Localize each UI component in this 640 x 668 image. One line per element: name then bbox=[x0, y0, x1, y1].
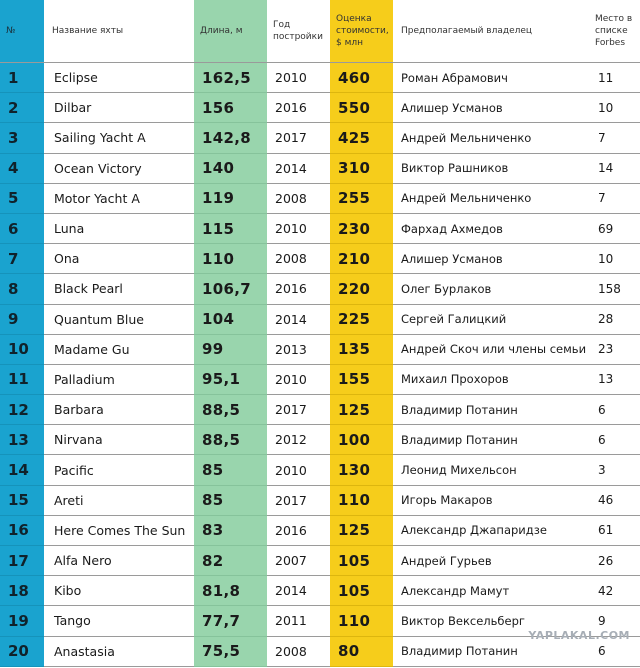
estimated-price: 125 bbox=[330, 515, 393, 545]
table-row bbox=[0, 455, 640, 485]
yacht-name: Pacific bbox=[44, 455, 194, 485]
yacht-length: 85 bbox=[194, 485, 267, 515]
yacht-length: 82 bbox=[194, 546, 267, 576]
header-num: № bbox=[0, 0, 44, 63]
yacht-name: Palladium bbox=[44, 364, 194, 394]
build-year: 2017 bbox=[267, 485, 330, 515]
presumed-owner: Виктор Рашников bbox=[393, 153, 589, 183]
yacht-name: Nirvana bbox=[44, 425, 194, 455]
presumed-owner: Игорь Макаров bbox=[393, 485, 589, 515]
forbes-rank: 11 bbox=[589, 63, 640, 93]
table-row bbox=[0, 364, 640, 394]
presumed-owner: Алишер Усманов bbox=[393, 244, 589, 274]
table-row bbox=[0, 244, 640, 274]
estimated-price: 220 bbox=[330, 274, 393, 304]
table-row bbox=[0, 213, 640, 243]
row-num: 11 bbox=[0, 364, 44, 394]
table-row bbox=[0, 395, 640, 425]
watermark: YAPLAKAL.COM bbox=[528, 629, 630, 642]
yacht-length: 81,8 bbox=[194, 576, 267, 606]
header-owner: Предполагаемый владелец bbox=[393, 0, 589, 63]
yacht-name: Kibo bbox=[44, 576, 194, 606]
yacht-length: 77,7 bbox=[194, 606, 267, 636]
yacht-name: Sailing Yacht A bbox=[44, 123, 194, 153]
estimated-price: 550 bbox=[330, 93, 393, 123]
yacht-name: Luna bbox=[44, 213, 194, 243]
build-year: 2017 bbox=[267, 395, 330, 425]
estimated-price: 105 bbox=[330, 576, 393, 606]
header-year bbox=[267, 0, 330, 63]
estimated-price: 105 bbox=[330, 546, 393, 576]
presumed-owner: Андрей Гурьев bbox=[393, 546, 589, 576]
build-year: 2014 bbox=[267, 576, 330, 606]
yacht-length: 88,5 bbox=[194, 425, 267, 455]
build-year: 2007 bbox=[267, 546, 330, 576]
forbes-rank: 28 bbox=[589, 304, 640, 334]
presumed-owner: Андрей Мельниченко bbox=[393, 123, 589, 153]
yacht-name: Ona bbox=[44, 244, 194, 274]
row-num: 18 bbox=[0, 576, 44, 606]
forbes-rank: 6 bbox=[589, 395, 640, 425]
presumed-owner: Фархад Ахмедов bbox=[393, 213, 589, 243]
presumed-owner: Владимир Потанин bbox=[393, 425, 589, 455]
yacht-length: 88,5 bbox=[194, 395, 267, 425]
yacht-name: Alfa Nero bbox=[44, 546, 194, 576]
yacht-length: 162,5 bbox=[194, 63, 267, 93]
table-row bbox=[0, 63, 640, 93]
yacht-name: Barbara bbox=[44, 395, 194, 425]
estimated-price: 255 bbox=[330, 183, 393, 213]
yacht-name: Dilbar bbox=[44, 93, 194, 123]
table-row bbox=[0, 515, 640, 545]
presumed-owner: Владимир Потанин bbox=[393, 636, 589, 666]
build-year: 2011 bbox=[267, 606, 330, 636]
header-length: Длина, м bbox=[194, 0, 267, 63]
presumed-owner: Олег Бурлаков bbox=[393, 274, 589, 304]
build-year: 2010 bbox=[267, 213, 330, 243]
header-price: Оценка стоимости, $ млн bbox=[330, 0, 393, 63]
row-num: 19 bbox=[0, 606, 44, 636]
build-year: 2014 bbox=[267, 153, 330, 183]
table-row bbox=[0, 546, 640, 576]
header-rank: Место в списке Forbes bbox=[589, 0, 640, 63]
yacht-length: 99 bbox=[194, 334, 267, 364]
row-num: 16 bbox=[0, 515, 44, 545]
yacht-name: Madame Gu bbox=[44, 334, 194, 364]
forbes-rank: 6 bbox=[589, 425, 640, 455]
build-year: 2016 bbox=[267, 93, 330, 123]
forbes-rank: 61 bbox=[589, 515, 640, 545]
forbes-rank: 10 bbox=[589, 244, 640, 274]
forbes-rank: 69 bbox=[589, 213, 640, 243]
table-row bbox=[0, 274, 640, 304]
forbes-rank: 13 bbox=[589, 364, 640, 394]
yacht-length: 95,1 bbox=[194, 364, 267, 394]
row-num: 8 bbox=[0, 274, 44, 304]
build-year: 2013 bbox=[267, 334, 330, 364]
estimated-price: 80 bbox=[330, 636, 393, 666]
yacht-name: Black Pearl bbox=[44, 274, 194, 304]
forbes-rank: 158 bbox=[589, 274, 640, 304]
yacht-name: Motor Yacht A bbox=[44, 183, 194, 213]
yacht-name: Eclipse bbox=[44, 63, 194, 93]
build-year: 2016 bbox=[267, 274, 330, 304]
yacht-name: Anastasia bbox=[44, 636, 194, 666]
row-num: 14 bbox=[0, 455, 44, 485]
estimated-price: 310 bbox=[330, 153, 393, 183]
yacht-name: Areti bbox=[44, 485, 194, 515]
estimated-price: 110 bbox=[330, 485, 393, 515]
estimated-price: 425 bbox=[330, 123, 393, 153]
estimated-price: 230 bbox=[330, 213, 393, 243]
build-year: 2012 bbox=[267, 425, 330, 455]
presumed-owner: Михаил Прохоров bbox=[393, 364, 589, 394]
build-year: 2008 bbox=[267, 636, 330, 666]
header-year-label: Год постройки bbox=[273, 20, 323, 42]
build-year: 2010 bbox=[267, 364, 330, 394]
table-row bbox=[0, 183, 640, 213]
estimated-price: 100 bbox=[330, 425, 393, 455]
table-row bbox=[0, 334, 640, 364]
table-header bbox=[0, 0, 640, 63]
yacht-length: 83 bbox=[194, 515, 267, 545]
estimated-price: 135 bbox=[330, 334, 393, 364]
build-year: 2016 bbox=[267, 515, 330, 545]
estimated-price: 155 bbox=[330, 364, 393, 394]
yacht-length: 85 bbox=[194, 455, 267, 485]
estimated-price: 460 bbox=[330, 63, 393, 93]
forbes-rank: 3 bbox=[589, 455, 640, 485]
row-num: 1 bbox=[0, 63, 44, 93]
estimated-price: 225 bbox=[330, 304, 393, 334]
build-year: 2010 bbox=[267, 63, 330, 93]
forbes-rank: 42 bbox=[589, 576, 640, 606]
forbes-rank: 14 bbox=[589, 153, 640, 183]
forbes-rank: 23 bbox=[589, 334, 640, 364]
row-num: 5 bbox=[0, 183, 44, 213]
row-num: 9 bbox=[0, 304, 44, 334]
yacht-name: Here Comes The Sun bbox=[44, 515, 194, 545]
row-num: 10 bbox=[0, 334, 44, 364]
estimated-price: 210 bbox=[330, 244, 393, 274]
presumed-owner: Сергей Галицкий bbox=[393, 304, 589, 334]
table-row bbox=[0, 93, 640, 123]
yacht-length: 110 bbox=[194, 244, 267, 274]
table-row bbox=[0, 425, 640, 455]
estimated-price: 130 bbox=[330, 455, 393, 485]
yacht-name: Ocean Victory bbox=[44, 153, 194, 183]
yacht-length: 140 bbox=[194, 153, 267, 183]
forbes-rank: 7 bbox=[589, 183, 640, 213]
row-num: 20 bbox=[0, 636, 44, 666]
row-num: 4 bbox=[0, 153, 44, 183]
presumed-owner: Андрей Мельниченко bbox=[393, 183, 589, 213]
row-num: 17 bbox=[0, 546, 44, 576]
header-name: Название яхты bbox=[44, 0, 194, 63]
yacht-length: 119 bbox=[194, 183, 267, 213]
presumed-owner: Александр Джапаридзе bbox=[393, 515, 589, 545]
build-year: 2010 bbox=[267, 455, 330, 485]
row-num: 3 bbox=[0, 123, 44, 153]
row-num: 2 bbox=[0, 93, 44, 123]
forbes-rank: 9 bbox=[589, 606, 640, 636]
presumed-owner: Владимир Потанин bbox=[393, 395, 589, 425]
yacht-length: 75,5 bbox=[194, 636, 267, 666]
yacht-name: Tango bbox=[44, 606, 194, 636]
row-num: 12 bbox=[0, 395, 44, 425]
forbes-rank: 7 bbox=[589, 123, 640, 153]
yacht-length: 115 bbox=[194, 213, 267, 243]
presumed-owner: Алишер Усманов bbox=[393, 93, 589, 123]
presumed-owner: Леонид Михельсон bbox=[393, 455, 589, 485]
table-row bbox=[0, 123, 640, 153]
table-body bbox=[0, 63, 640, 667]
build-year: 2014 bbox=[267, 304, 330, 334]
forbes-rank: 10 bbox=[589, 93, 640, 123]
yacht-length: 156 bbox=[194, 93, 267, 123]
table-row bbox=[0, 304, 640, 334]
yacht-length: 106,7 bbox=[194, 274, 267, 304]
forbes-rank: 46 bbox=[589, 485, 640, 515]
presumed-owner: Александр Мамут bbox=[393, 576, 589, 606]
estimated-price: 125 bbox=[330, 395, 393, 425]
row-num: 7 bbox=[0, 244, 44, 274]
forbes-rank: 26 bbox=[589, 546, 640, 576]
table-row bbox=[0, 485, 640, 515]
row-num: 6 bbox=[0, 213, 44, 243]
row-num: 13 bbox=[0, 425, 44, 455]
presumed-owner: Виктор Вексельберг bbox=[393, 606, 589, 636]
presumed-owner: Роман Абрамович bbox=[393, 63, 589, 93]
row-num: 15 bbox=[0, 485, 44, 515]
build-year: 2008 bbox=[267, 244, 330, 274]
forbes-rank: 6 bbox=[589, 636, 640, 666]
yacht-name: Quantum Blue bbox=[44, 304, 194, 334]
build-year: 2008 bbox=[267, 183, 330, 213]
yacht-length: 104 bbox=[194, 304, 267, 334]
yacht-length: 142,8 bbox=[194, 123, 267, 153]
build-year: 2017 bbox=[267, 123, 330, 153]
estimated-price: 110 bbox=[330, 606, 393, 636]
table-row bbox=[0, 576, 640, 606]
table-row bbox=[0, 153, 640, 183]
presumed-owner: Андрей Скоч или члены семьи bbox=[393, 334, 589, 364]
